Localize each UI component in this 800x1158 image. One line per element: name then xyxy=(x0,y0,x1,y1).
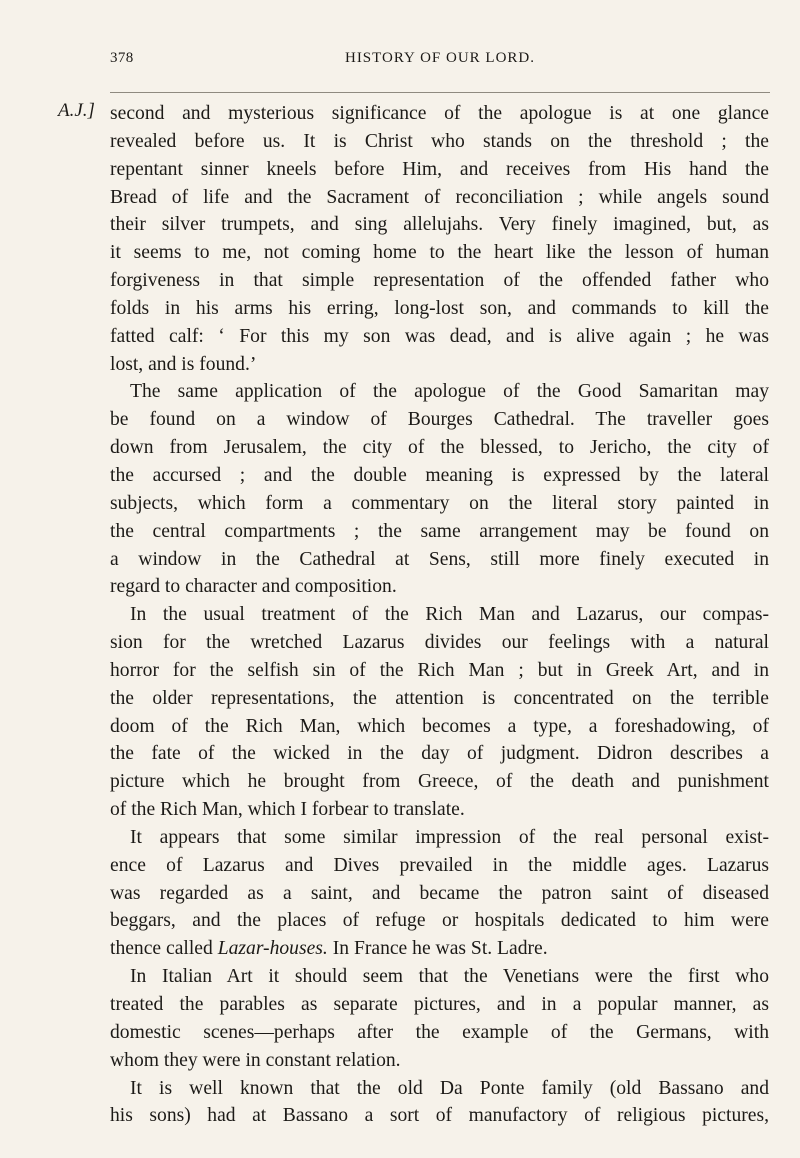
text-line: down from Jerusalem, the city of the blessed, to Jericho, the city of xyxy=(110,437,769,459)
text-line: domestic scenes—perhaps after the example of the Germans, with xyxy=(110,1021,769,1043)
margin-note: A.J.] xyxy=(58,100,95,121)
paragraph-first-line: In the usual treatment of the Rich Man and Lazarus, our compas- xyxy=(130,604,769,626)
text-line: beggars, and the places of refuge or hospitals dedicated to him were xyxy=(110,910,769,932)
text-line: revealed before us. It is Christ who stands on the threshold ; the xyxy=(110,130,769,152)
text-line: the accursed ; and the double meaning is expressed by the lateral xyxy=(110,464,769,486)
italic-term: Lazar-houses. xyxy=(217,938,328,960)
text-line: his sons) had at Bassano a sort of manufactory of religious pictures, xyxy=(110,1105,769,1127)
text-line: second and mysterious significance of the apologue is at one glance xyxy=(110,103,769,124)
text-line: a window in the Cathedral at Sens, still more finely executed in xyxy=(110,548,769,570)
text-line: doom of the Rich Man, which becomes a type, a foreshadowing, of xyxy=(110,715,769,737)
text-fragment: In France he was St. Ladre. xyxy=(327,938,548,960)
text-line: horror for the selfish sin of the Rich Man ; but in Greek Art, and in xyxy=(110,659,769,681)
paragraph-first-line: In Italian Art it should seem that the Venetians were the first who xyxy=(130,966,769,988)
text-line: it seems to me, not coming home to the heart like the lesson of human xyxy=(110,242,769,264)
text-line: repentant sinner kneels before Him, and receives from His hand the xyxy=(110,158,769,180)
text-line: of the Rich Man, which I forbear to translate. xyxy=(110,799,465,821)
text-line: regard to character and composition. xyxy=(110,576,397,598)
text-line xyxy=(110,935,769,963)
paragraph-first-line: It appears that some similar impression of the real personal exist- xyxy=(130,826,769,848)
text-line: whom they were in constant relation. xyxy=(110,1049,401,1071)
text-line: subjects, which form a commentary on the literal story painted in xyxy=(110,492,769,514)
text-line: sion for the wretched Lazarus divides our feelings with a natural xyxy=(110,632,769,654)
text-line: ence of Lazarus and Dives prevailed in the middle ages. Lazarus xyxy=(110,854,769,876)
paragraph-first-line: It is well known that the old Da Ponte family (old Bassano and xyxy=(130,1077,769,1099)
text-line: lost, and is found.’ xyxy=(110,353,257,375)
header-rule xyxy=(110,92,770,93)
running-title: HISTORY OF OUR LORD. xyxy=(344,50,536,66)
running-head xyxy=(110,50,770,74)
text-line: the central compartments ; the same arrangement may be found on xyxy=(110,520,769,542)
text-line: folds in his arms his erring, long-lost son, and commands to kill the xyxy=(110,297,769,319)
text-line: forgiveness in that simple representation of the offended father who xyxy=(110,270,769,292)
text-fragment: thence called xyxy=(110,938,218,960)
body-text xyxy=(110,100,769,1130)
text-line: their silver trumpets, and sing allelujahs. Very finely imagined, but, as xyxy=(110,214,769,236)
text-line: Bread of life and the Sacrament of reconciliation ; while angels sound xyxy=(110,186,769,208)
text-line: was regarded as a saint, and became the patron saint of diseased xyxy=(110,882,769,904)
page-number: 378 xyxy=(110,50,134,66)
paragraph-first-line: The same application of the apologue of the Good Samaritan may xyxy=(130,381,769,403)
text-line: the fate of the wicked in the day of judgment. Didron describes a xyxy=(110,743,769,765)
text-line: fatted calf: ‘ For this my son was dead, and is alive again ; he was xyxy=(110,325,769,347)
text-line: the older representations, the attention is concentrated on the terrible xyxy=(110,687,769,709)
text-line: treated the parables as separate pictures, and in a popular manner, as xyxy=(110,994,769,1015)
text-line: be found on a window of Bourges Cathedral. The traveller goes xyxy=(110,409,769,431)
text-line: picture which he brought from Greece, of the death and punishment xyxy=(110,771,769,793)
